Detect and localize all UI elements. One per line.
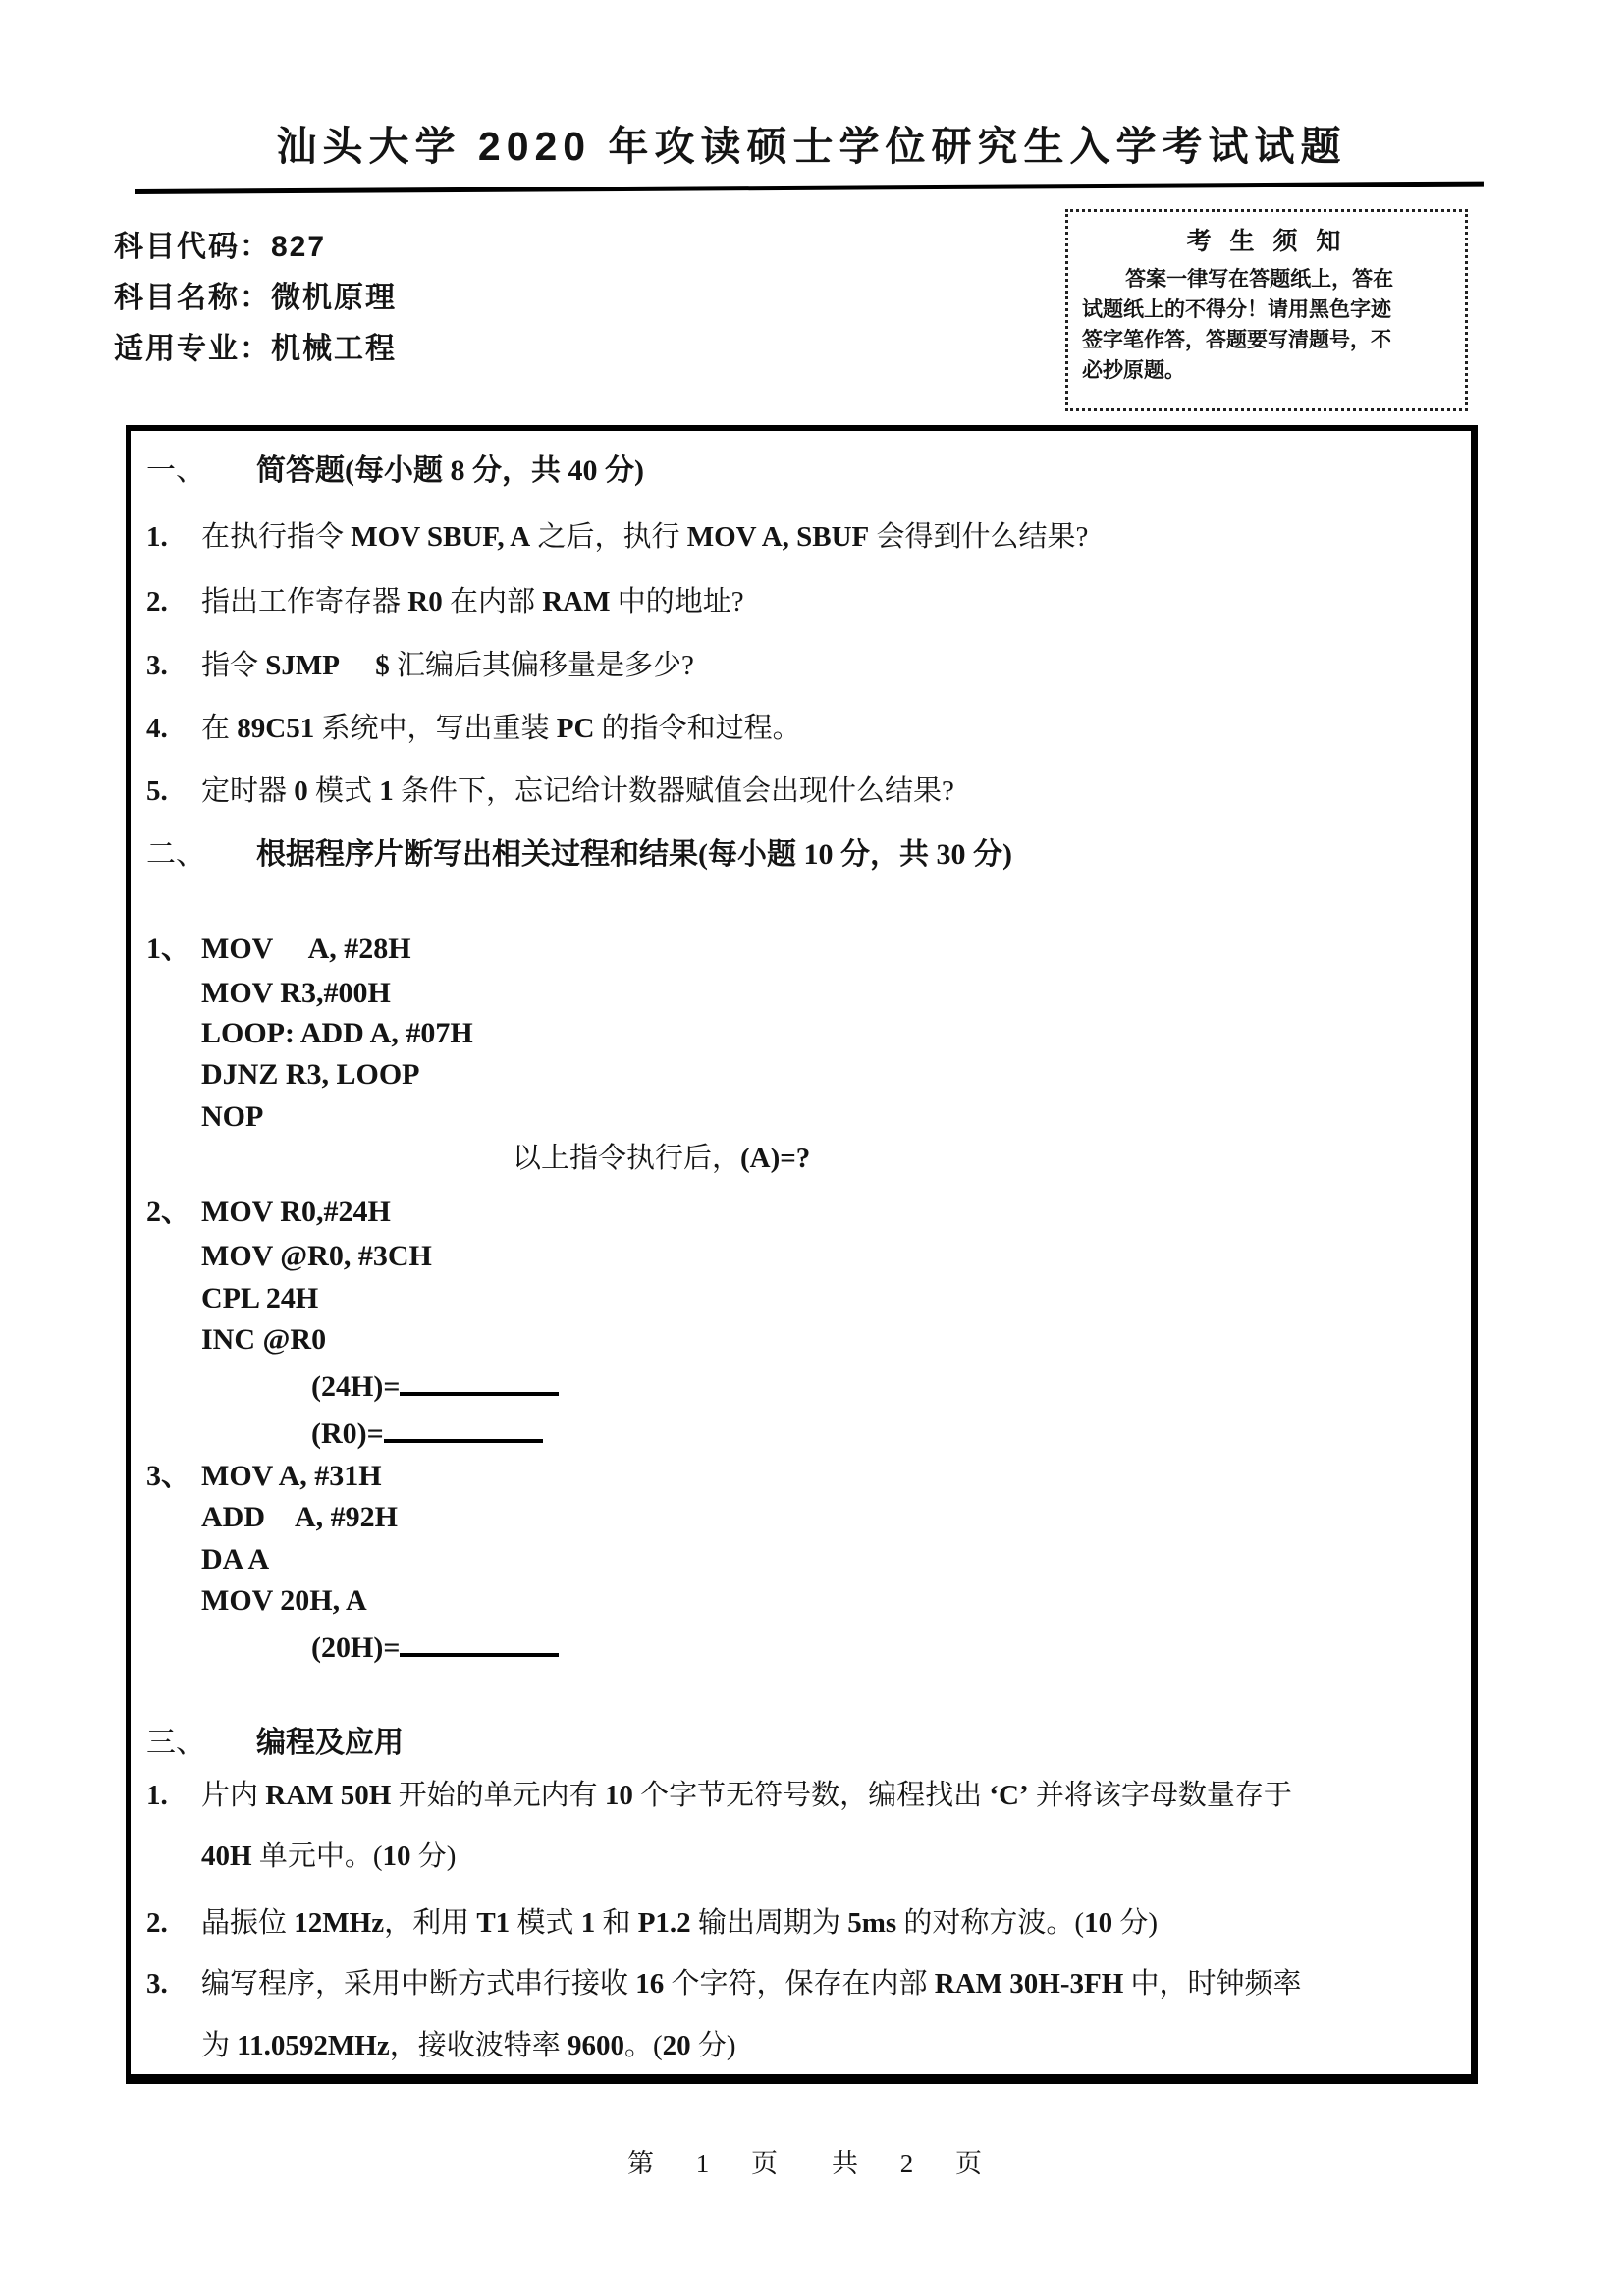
subject-info <box>114 233 397 386</box>
code-text: NOP <box>201 1100 264 1133</box>
section2-number: 二、 <box>146 838 205 871</box>
code-text: LOOP: ADD A, #07H <box>201 1017 473 1049</box>
section2-heading <box>146 837 1461 873</box>
section1-title: 简答题(每小题 8 分，共 40 分) <box>256 454 644 487</box>
question-area <box>126 425 1478 2084</box>
question-text: 在执行指令 MOV SBUF, A 之后，执行 MOV A, SBUF 会得到什么结果? <box>201 521 1089 553</box>
code-line <box>146 1459 1461 1494</box>
question-continuation <box>201 2028 1461 2063</box>
question-number: 5. <box>146 775 168 807</box>
code-text: MOV R3,#00H <box>201 977 391 1009</box>
question-number: 2. <box>146 586 168 617</box>
answer-blank <box>400 1366 559 1396</box>
code-line <box>201 1281 1461 1316</box>
section3-number: 三、 <box>146 1727 205 1759</box>
answer-blank <box>384 1414 543 1443</box>
question-row <box>146 1905 1461 1941</box>
subject-name-value: 微机原理 <box>271 282 397 314</box>
question-text: 晶振位 12MHz，利用 T1 模式 1 和 P1.2 输出周期为 5ms 的对称方波。(10 分) <box>201 1907 1158 1939</box>
question-number: 2. <box>146 1907 168 1939</box>
section1-number: 一、 <box>146 454 205 487</box>
question-row <box>146 519 1461 555</box>
code-text: MOV 20H, A <box>201 1584 367 1617</box>
title-underline <box>135 182 1484 194</box>
question-text: 定时器 0 模式 1 条件下，忘记给计数器赋值会出现什么结果? <box>201 775 954 807</box>
code-text: MOV A, #31H <box>201 1460 382 1492</box>
code-line <box>146 932 1461 967</box>
code-line <box>201 1057 1461 1093</box>
question-continuation <box>201 1839 1461 1874</box>
code-line <box>201 1016 1461 1051</box>
block-number: 1、 <box>146 933 190 965</box>
question-row <box>146 1966 1461 2002</box>
major-label: 适用专业： <box>114 333 271 365</box>
answer-blank <box>400 1628 559 1657</box>
question-row <box>146 648 1461 683</box>
code-text: MOV A, #28H <box>201 933 411 965</box>
block-number: 3、 <box>146 1460 190 1492</box>
section2-title: 根据程序片断写出相关过程和结果(每小题 10 分，共 30 分) <box>256 838 1012 871</box>
question-number: 1. <box>146 521 168 553</box>
question-text: 编写程序，采用中断方式串行接收 16 个字符，保存在内部 RAM 30H-3FH 中，时钟频率 <box>201 1968 1302 2000</box>
code-line <box>201 1099 1461 1135</box>
major-value: 机械工程 <box>271 333 397 365</box>
question-number: 1. <box>146 1780 168 1811</box>
code-line <box>146 1195 1461 1230</box>
notice-line: 签字笔作答，答题要写清题号，不 <box>1082 329 1391 351</box>
code-line <box>201 1322 1461 1358</box>
question-row <box>146 1778 1461 1813</box>
question-text: 在 89C51 系统中，写出重装 PC 的指令和过程。 <box>201 713 801 744</box>
notice-line: 试题纸上的不得分！请用黑色字迹 <box>1082 298 1391 321</box>
subject-code-row <box>114 233 397 262</box>
notice-title: 考 生 须 知 <box>1186 228 1347 255</box>
code-text: DA A <box>201 1543 270 1575</box>
page-title: 汕头大学 2020 年攻读硕士学位研究生入学考试试题 <box>276 124 1347 169</box>
code-line <box>201 1239 1461 1274</box>
notice-line: 必抄原题。 <box>1082 359 1185 382</box>
answer-label: (24H)= <box>311 1370 401 1403</box>
subject-code-value: 827 <box>271 231 327 263</box>
subject-code-label: 科目代码： <box>114 231 271 263</box>
code-line <box>201 1583 1461 1619</box>
code-result-line <box>513 1141 1461 1176</box>
page-footer: 第 1 页 共 2 页 <box>627 2149 996 2178</box>
major-row <box>114 335 397 364</box>
question-number: 4. <box>146 713 168 744</box>
code-text: MOV R0,#24H <box>201 1196 391 1228</box>
question-text: 指令 SJMP $ 汇编后其偏移量是多少? <box>201 650 694 681</box>
code-line <box>201 976 1461 1011</box>
question-text: 指出工作寄存器 R0 在内部 RAM 中的地址? <box>201 586 744 617</box>
code-text: ADD A, #92H <box>201 1501 398 1533</box>
answer-line <box>311 1414 1461 1452</box>
code-text: MOV @R0, #3CH <box>201 1240 432 1272</box>
question-row <box>146 774 1461 809</box>
notice-line: 答案一律写在答题纸上，答在 <box>1125 268 1394 291</box>
section1-heading <box>146 454 1461 489</box>
result-text: 以上指令执行后，(A)=? <box>513 1143 811 1174</box>
answer-label: (20H)= <box>311 1631 401 1664</box>
code-line <box>201 1542 1461 1577</box>
answer-line <box>311 1628 1461 1666</box>
question-number: 3. <box>146 1968 168 2000</box>
code-line <box>201 1500 1461 1535</box>
question-row <box>146 584 1461 619</box>
section3-heading <box>146 1726 1461 1761</box>
question-text: 为 11.0592MHz，接收波特率 9600。(20 分) <box>201 2030 736 2061</box>
answer-label: (R0)= <box>311 1417 384 1450</box>
question-text: 40H 单元中。(10 分) <box>201 1841 457 1872</box>
code-text: INC @R0 <box>201 1323 327 1356</box>
question-text: 片内 RAM 50H 开始的单元内有 10 个字节无符号数，编程找出 ‘C’ 并将该字母数量存于 <box>201 1780 1292 1811</box>
answer-line <box>311 1366 1461 1405</box>
block-number: 2、 <box>146 1196 190 1228</box>
subject-name-label: 科目名称： <box>114 282 271 314</box>
section3-title: 编程及应用 <box>256 1727 404 1759</box>
code-text: CPL 24H <box>201 1282 319 1314</box>
question-row <box>146 711 1461 746</box>
subject-name-row <box>114 284 397 313</box>
notice-box <box>1065 209 1468 411</box>
code-text: DJNZ R3, LOOP <box>201 1058 420 1091</box>
question-number: 3. <box>146 650 168 681</box>
